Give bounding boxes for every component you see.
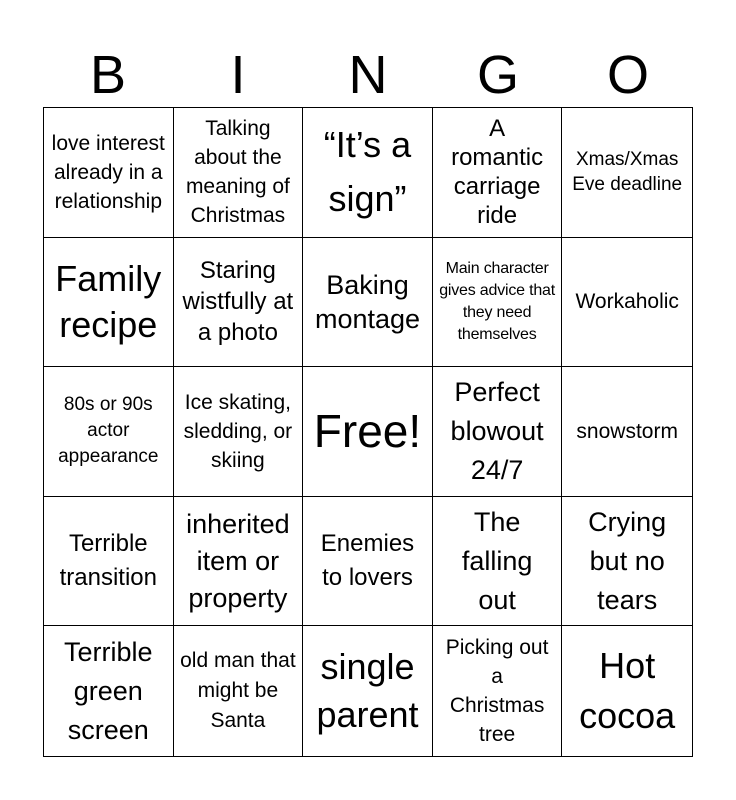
bingo-cell[interactable] (303, 238, 433, 368)
bingo-cell[interactable] (433, 626, 563, 756)
bingo-cell[interactable] (44, 626, 174, 756)
cell-text: inherited item or property (186, 508, 290, 613)
bingo-cell[interactable] (174, 497, 304, 627)
bingo-cell[interactable] (562, 497, 692, 627)
bingo-cell[interactable] (174, 367, 304, 497)
bingo-cell[interactable] (44, 367, 174, 497)
cell-text: Workaholic (575, 290, 679, 314)
cell-text: Free! (313, 405, 422, 458)
header-letter-o: O (606, 45, 649, 105)
header-letter-n: N (348, 45, 388, 105)
bingo-cell[interactable] (44, 108, 174, 238)
bingo-cell[interactable] (303, 497, 433, 627)
cell-text: Hot cocoa (579, 645, 676, 737)
cell-text: Staring wistfully at a photo (182, 257, 294, 347)
free-space[interactable] (303, 367, 433, 497)
bingo-cell[interactable] (433, 108, 563, 238)
header-letter-i: I (230, 45, 246, 105)
bingo-cell[interactable] (433, 367, 563, 497)
cell-text: Terrible green screen (64, 636, 153, 745)
cell-text: Picking out a Christmas tree (445, 636, 549, 747)
header-letter-b: B (89, 45, 127, 105)
cell-text: “It’s a sign” (323, 124, 412, 220)
cell-text: A romantic carriage ride (451, 115, 544, 230)
bingo-cell[interactable] (562, 108, 692, 238)
cell-text: The falling out (461, 506, 533, 615)
bingo-cell[interactable] (44, 238, 174, 368)
bingo-cell[interactable] (303, 626, 433, 756)
bingo-cell[interactable] (174, 108, 304, 238)
bingo-cell[interactable] (174, 238, 304, 368)
cell-text: snowstorm (576, 419, 678, 443)
cell-text: Baking montage (314, 269, 421, 334)
cell-text: old man that might be Santa (180, 649, 296, 733)
bingo-cell[interactable] (174, 626, 304, 756)
bingo-cell[interactable] (562, 367, 692, 497)
cell-text: Crying but no tears (588, 506, 667, 615)
cell-text: Ice skating, sledding, or skiing (183, 390, 293, 472)
cell-text: Perfect blowout 24/7 (450, 376, 544, 485)
bingo-cell[interactable] (562, 626, 692, 756)
bingo-header (43, 44, 693, 106)
header-letter-g: G (476, 45, 519, 105)
cell-text: Enemies to lovers (320, 530, 415, 592)
cell-text: Xmas/Xmas Eve deadline (572, 149, 683, 196)
cell-text: Terrible transition (59, 530, 157, 592)
cell-text: single parent (316, 646, 419, 736)
bingo-cell[interactable] (44, 497, 174, 627)
cell-text: love interest already in a relationship (51, 131, 165, 213)
bingo-cell[interactable] (433, 238, 563, 368)
cell-text: 80s or 90s actor appearance (58, 394, 159, 468)
bingo-cell[interactable] (303, 108, 433, 238)
cell-text: Talking about the meaning of Christmas (185, 117, 290, 228)
bingo-card (43, 107, 693, 757)
cell-text: Main character gives advice that they need themselves (439, 259, 555, 343)
bingo-cell[interactable] (433, 497, 563, 627)
cell-text: Family recipe (55, 257, 162, 345)
bingo-cell[interactable] (562, 238, 692, 368)
